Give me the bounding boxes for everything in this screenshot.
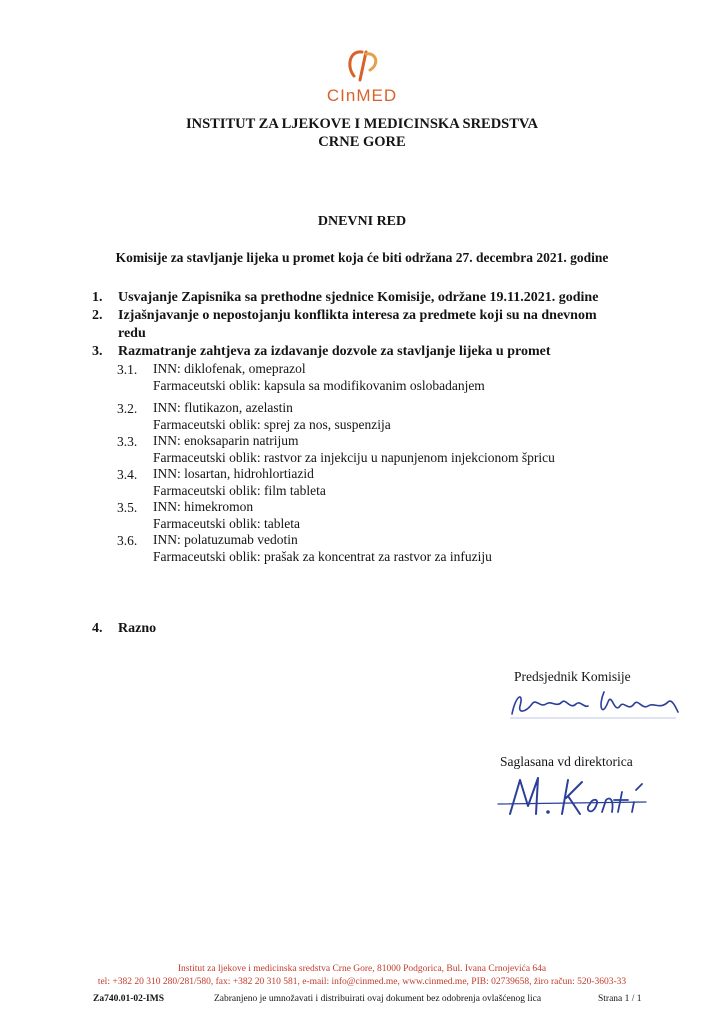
agenda-item-text: Razmatranje zahtjeva za izdavanje dozvole za stavljanje lijeka u promet bbox=[118, 344, 551, 359]
subitem-number: 3.5. bbox=[117, 500, 138, 515]
subitem-form: Farmaceutski oblik: tableta bbox=[153, 515, 300, 531]
director-label: Saglasana vd direktorica bbox=[500, 754, 633, 769]
subitem-number: 3.6. bbox=[117, 533, 138, 548]
agenda-item-number: 3. bbox=[92, 344, 103, 359]
subitem-inn: INN: polatuzumab vedotin bbox=[153, 532, 298, 547]
director-signature-icon bbox=[496, 770, 656, 822]
subitem-inn: INN: enoksaparin natrijum bbox=[153, 433, 299, 448]
cinmed-logo-icon bbox=[342, 46, 382, 84]
agenda-item-number: 1. bbox=[92, 290, 103, 305]
subitem-number: 3.4. bbox=[117, 467, 138, 482]
president-label: Predsjednik Komisije bbox=[514, 669, 631, 684]
agenda-item-number: 2. bbox=[92, 308, 103, 323]
page-subtitle: Komisije za stavljanje lijeka u promet koja će biti održana 27. decembra 2021. godine bbox=[115, 250, 609, 265]
agenda-item-text: Razno bbox=[118, 621, 157, 636]
subitem-form: Farmaceutski oblik: sprej za nos, suspenzija bbox=[153, 416, 391, 432]
page-title: DNEVNI RED bbox=[317, 214, 407, 229]
subitem-content bbox=[153, 466, 326, 499]
agenda-item-text: Izjašnjavanje o nepostojanju konflikta interesa za predmete koji su na dnevnom bbox=[118, 308, 597, 323]
institute-name: INSTITUT ZA LJEKOVE I MEDICINSKA SREDSTVA bbox=[185, 116, 538, 132]
subitem-content bbox=[153, 532, 492, 565]
subitem-form: Farmaceutski oblik: kapsula sa modifikovanim oslobadanjem bbox=[153, 377, 485, 393]
footer-address: Institut za ljekove i medicinska sredstva Crne Gore, 81000 Podgorica, Bul. Ivana Crnojevića 64a bbox=[177, 964, 547, 974]
subitem-content bbox=[153, 433, 555, 466]
subitem-number: 3.3. bbox=[117, 434, 138, 449]
agenda-item-text-continued: redu bbox=[118, 326, 146, 341]
footer-doc-code: Za740.01-02-IMS bbox=[93, 994, 164, 1004]
subitem-inn: INN: flutikazon, azelastin bbox=[153, 400, 293, 415]
footer-page-number: Strana 1 / 1 bbox=[598, 994, 642, 1004]
subitem-form: Farmaceutski oblik: film tableta bbox=[153, 482, 326, 498]
footer-contact: tel: +382 20 310 280/281/580, fax: +382 20 310 581, e-mail: info@cinmed.me, www.cinmed.me, PIB: 02739658, žiro račun: 520-3603-33 bbox=[97, 977, 627, 987]
subitem-number: 3.1. bbox=[117, 362, 138, 377]
footer-notice: Zabranjeno je umnožavati i distribuirati ovaj dokument bez odobrenja ovlašćenog lica bbox=[214, 994, 542, 1004]
subitem-number: 3.2. bbox=[117, 401, 138, 416]
subitem-content bbox=[153, 361, 485, 394]
president-signature-icon bbox=[506, 684, 686, 724]
subitem-content bbox=[153, 499, 300, 532]
agenda-item-text: Usvajanje Zapisnika sa prethodne sjednice Komisije, održane 19.11.2021. godine bbox=[118, 290, 599, 305]
subitem-form: Farmaceutski oblik: rastvor za injekciju u napunjenom injekcionom špricu bbox=[153, 449, 555, 465]
institute-country: CRNE GORE bbox=[318, 134, 406, 150]
agenda-item-number: 4. bbox=[92, 621, 103, 636]
subitem-inn: INN: himekromon bbox=[153, 499, 254, 514]
subitem-inn: INN: diklofenak, omeprazol bbox=[153, 361, 306, 376]
subitem-form: Farmaceutski oblik: prašak za koncentrat za rastvor za infuziju bbox=[153, 548, 492, 564]
subitem-inn: INN: losartan, hidrohlortiazid bbox=[153, 466, 314, 481]
subitem-content bbox=[153, 400, 391, 433]
logo-wordmark: CInMED bbox=[326, 86, 398, 105]
